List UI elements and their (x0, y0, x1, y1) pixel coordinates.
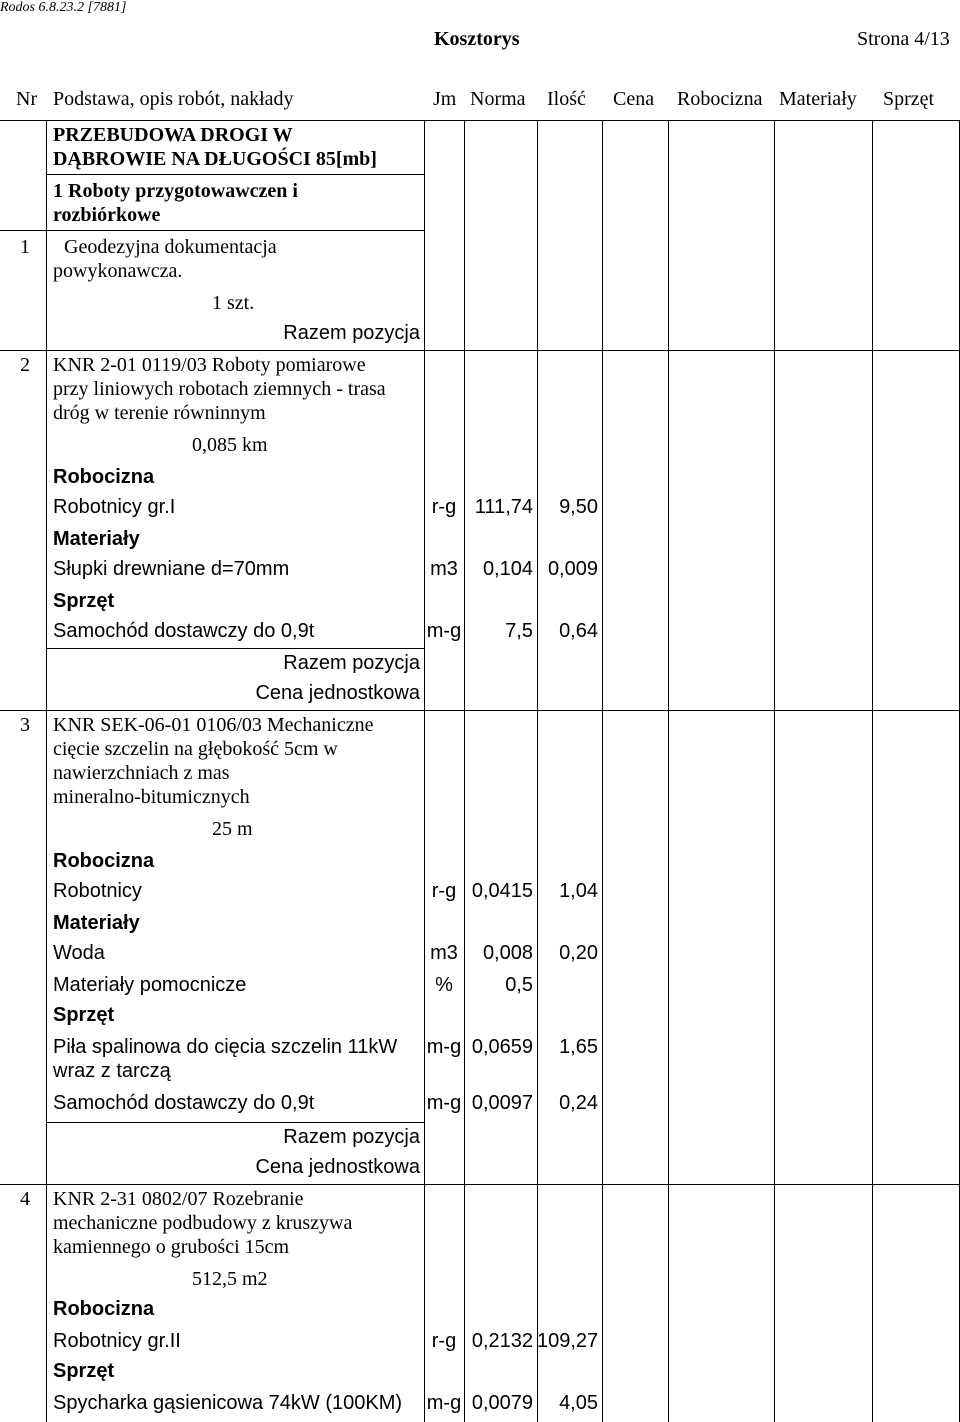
col-nr: Nr (16, 88, 38, 110)
system-version: Rodos 6.8.23.2 [7881] (0, 0, 127, 15)
resource-name: Robotnicy (53, 880, 142, 902)
resource-unit: m3 (430, 942, 458, 964)
grid-line (537, 120, 538, 1422)
section-title: PRZEBUDOWA DROGI W (53, 124, 293, 146)
resource-name: Samochód dostawczy do 0,9t (53, 620, 315, 642)
resource-unit: m-g (426, 1036, 462, 1058)
robocizna-heading: Robocizna (53, 850, 155, 872)
resource-norma: 0,0097 (471, 1092, 533, 1114)
materialy-heading: Materiały (53, 912, 140, 934)
robocizna-heading: Robocizna (53, 466, 155, 488)
section-title: DĄBROWIE NA DŁUGOŚCI 85[mb] (53, 148, 377, 170)
resource-name: Piła spalinowa do cięcia szczelin 11kW (53, 1036, 398, 1058)
cena-jednostkowa-label: Cena jednostkowa (255, 682, 420, 704)
resource-name: Materiały pomocnicze (53, 974, 247, 996)
grid-line (0, 120, 960, 121)
position-number: 2 (20, 354, 30, 376)
subsection-title: 1 Roboty przygotowawczen i (53, 180, 298, 202)
cena-jednostkowa-label: Cena jednostkowa (255, 1156, 420, 1178)
position-description: mineralno-bitumicznych (53, 786, 250, 808)
grid-line (774, 120, 775, 1422)
materialy-heading: Materiały (53, 528, 140, 550)
grid-line (46, 120, 47, 1422)
position-quantity: 25 m (212, 818, 253, 840)
position-number: 3 (20, 714, 30, 736)
sprzet-heading: Sprzęt (53, 1360, 115, 1382)
resource-unit: r-g (431, 1330, 457, 1352)
position-description: przy liniowych robotach ziemnych - trasa (53, 378, 386, 400)
resource-unit: m-g (426, 620, 462, 642)
grid-line (424, 120, 425, 1422)
resource-norma: 7,5 (505, 620, 533, 642)
resource-unit: m-g (426, 1392, 462, 1414)
resource-ilosc: 0,24 (559, 1092, 598, 1114)
grid-line (872, 120, 873, 1422)
grid-line (46, 1122, 424, 1123)
position-number: 1 (20, 236, 30, 258)
resource-norma: 0,0659 (471, 1036, 533, 1058)
resource-ilosc: 9,50 (559, 496, 598, 518)
document-title: Kosztorys (434, 28, 520, 50)
sprzet-heading: Sprzęt (53, 590, 115, 612)
resource-ilosc: 1,65 (559, 1036, 598, 1058)
position-description: mechaniczne podbudowy z kruszywa (53, 1212, 353, 1234)
position-description: dróg w terenie równinnym (53, 402, 266, 424)
resource-unit: m3 (430, 558, 458, 580)
resource-name: Samochód dostawczy do 0,9t (53, 1092, 315, 1114)
position-description: KNR SEK-06-01 0106/03 Mechaniczne (53, 714, 374, 736)
resource-name: Robotnicy gr.II (53, 1330, 181, 1352)
position-description: kamiennego o grubości 15cm (53, 1236, 290, 1258)
razem-pozycja-label: Razem pozycja (283, 1126, 420, 1148)
position-description: Geodezyjna dokumentacja (64, 236, 277, 258)
razem-pozycja-label: Razem pozycja (283, 322, 420, 344)
sprzet-heading: Sprzęt (53, 1004, 115, 1026)
resource-norma: 0,2132 (471, 1330, 533, 1352)
page-number: Strona 4/13 (857, 28, 950, 50)
position-quantity: 1 szt. (212, 292, 255, 314)
resource-name: wraz z tarczą (53, 1060, 171, 1082)
position-number: 4 (20, 1188, 30, 1210)
position-description: cięcie szczelin na głębokość 5cm w (53, 738, 338, 760)
grid-line (0, 710, 960, 711)
resource-name: Spycharka gąsienicowa 74kW (100KM) (53, 1392, 403, 1414)
col-sprzet: Sprzęt (883, 88, 935, 110)
grid-line (46, 174, 424, 175)
position-description: powykonawcza. (53, 260, 183, 282)
grid-line (602, 120, 603, 1422)
resource-name: Woda (53, 942, 105, 964)
subsection-title: rozbiórkowe (53, 204, 161, 226)
grid-line (464, 120, 465, 1422)
grid-line (0, 350, 960, 351)
resource-norma: 0,0079 (471, 1392, 533, 1414)
resource-name: Robotnicy gr.I (53, 496, 176, 518)
resource-ilosc: 109,27 (537, 1330, 599, 1352)
position-description: nawierzchniach z mas (53, 762, 230, 784)
position-description: KNR 2-31 0802/07 Rozebranie (53, 1188, 304, 1210)
resource-norma: 0,0415 (471, 880, 533, 902)
col-jm: Jm (433, 88, 457, 110)
resource-unit: % (435, 974, 453, 996)
grid-line (0, 230, 46, 231)
position-quantity: 512,5 m2 (192, 1268, 268, 1290)
resource-norma: 0,008 (482, 942, 533, 964)
resource-ilosc: 0,64 (559, 620, 598, 642)
col-robocizna: Robocizna (677, 88, 763, 110)
resource-ilosc: 0,20 (559, 942, 598, 964)
col-opis: Podstawa, opis robót, nakłady (53, 88, 294, 110)
resource-name: Słupki drewniane d=70mm (53, 558, 290, 580)
col-ilosc: Ilość (547, 88, 586, 110)
grid-line (46, 648, 424, 649)
resource-ilosc: 1,04 (559, 880, 598, 902)
resource-unit: r-g (431, 496, 457, 518)
col-materialy: Materiały (779, 88, 857, 110)
grid-line (46, 230, 424, 231)
position-quantity: 0,085 km (192, 434, 268, 456)
col-norma: Norma (470, 88, 526, 110)
razem-pozycja-label: Razem pozycja (283, 652, 420, 674)
grid-line (0, 1184, 960, 1185)
resource-norma: 0,104 (482, 558, 533, 580)
resource-norma: 111,74 (474, 496, 533, 518)
grid-line (668, 120, 669, 1422)
position-description: KNR 2-01 0119/03 Roboty pomiarowe (53, 354, 366, 376)
col-cena: Cena (613, 88, 655, 110)
resource-norma: 0,5 (505, 974, 533, 996)
resource-unit: m-g (426, 1092, 462, 1114)
robocizna-heading: Robocizna (53, 1298, 155, 1320)
resource-ilosc: 4,05 (559, 1392, 598, 1414)
resource-ilosc: 0,009 (547, 558, 598, 580)
resource-unit: r-g (431, 880, 457, 902)
